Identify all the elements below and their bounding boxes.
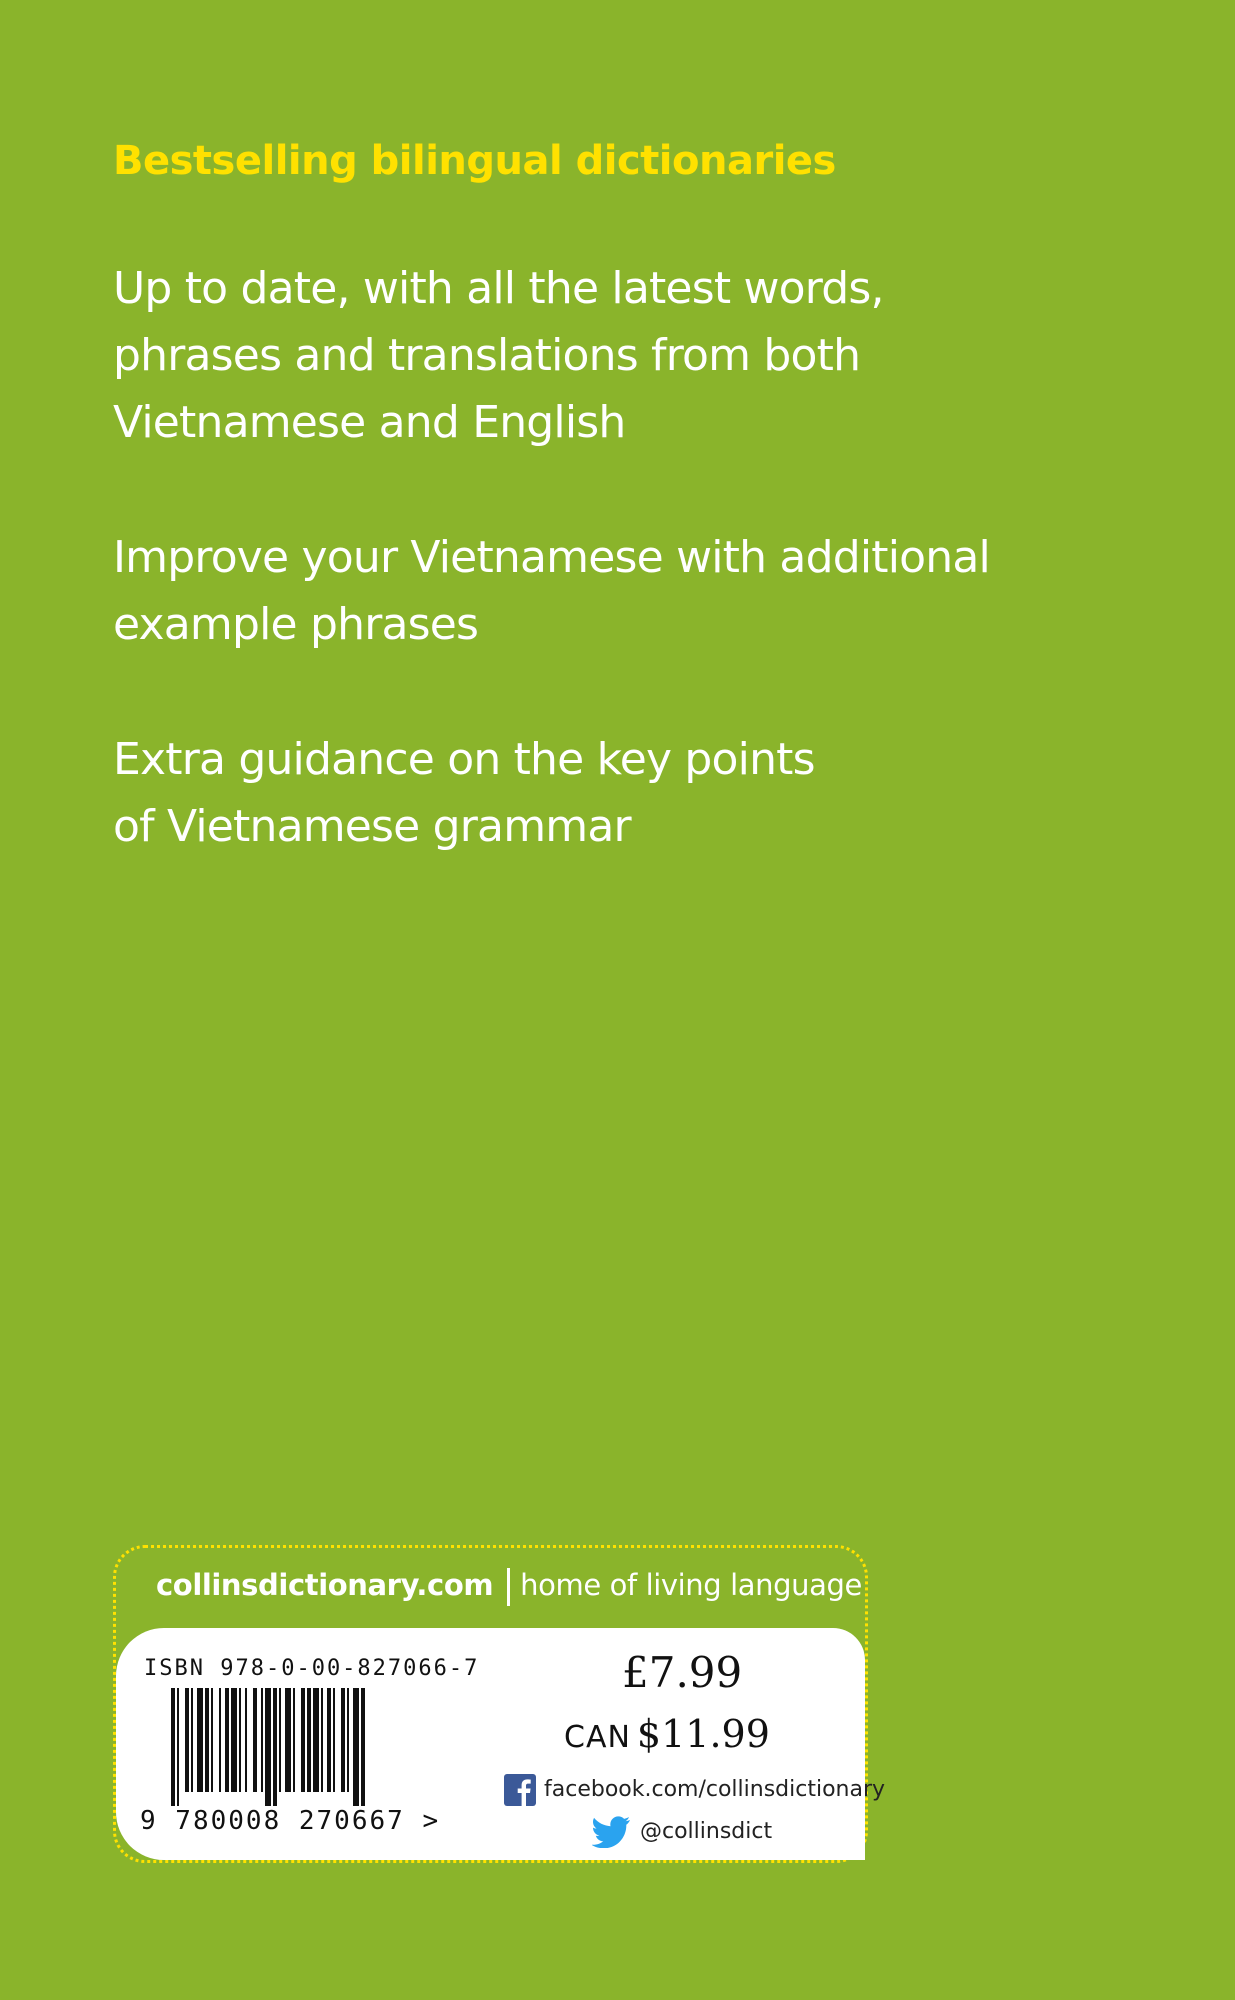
barcode-bar [265,1688,271,1806]
barcode-bar [321,1688,323,1792]
blurb-improve [113,524,990,658]
barcode-bar [177,1688,179,1806]
blurb-up-to-date [113,255,884,456]
barcode-bar [353,1688,359,1806]
blurb-line: Extra guidance on the key points [113,734,815,785]
twitter-icon [592,1816,632,1848]
twitter-handle: @collinsdict [640,1819,773,1844]
blurb-line: of Vietnamese grammar [113,801,631,852]
price-gbp: £7.99 [622,1648,743,1697]
barcode-bar [261,1688,263,1792]
tagline: home of living language [520,1568,862,1602]
site-line [156,1568,862,1606]
barcode [171,1688,471,1806]
barcode-bar [327,1688,331,1792]
barcode-bar [341,1688,345,1792]
barcode-bar [313,1688,319,1792]
info-panel [113,1545,886,1863]
barcode-bar [211,1688,213,1792]
barcode-bar [197,1688,203,1792]
blurb-line: phrases and translations from both [113,330,861,381]
barcode-bar [347,1688,349,1792]
barcode-bar [205,1688,209,1792]
headline: Bestselling bilingual dictionaries [113,138,836,184]
price-can [564,1712,770,1756]
blurb-grammar [113,726,815,860]
twitter-link[interactable] [592,1816,772,1848]
blurb-line: example phrases [113,599,479,650]
barcode-bar [293,1688,295,1792]
barcode-bar [245,1688,247,1792]
barcode-bar [239,1688,241,1792]
barcode-bar [171,1688,175,1806]
blurb-line: Up to date, with all the latest words, [113,263,884,314]
blurb-line: Vietnamese and English [113,397,626,448]
barcode-bar [307,1688,311,1792]
divider [507,1568,510,1606]
barcode-bar [225,1688,229,1792]
facebook-icon [504,1774,536,1806]
site-link[interactable]: collinsdictionary.com [156,1568,494,1602]
barcode-bar [191,1688,193,1792]
blurb-line: Improve your Vietnamese with additional [113,532,990,583]
barcode-digits: 9 780008 270667 > [140,1806,441,1836]
facebook-handle: facebook.com/collinsdictionary [544,1777,886,1802]
barcode-box [116,1628,886,1860]
price-can-amount: $11.99 [636,1712,770,1756]
barcode-bar [219,1688,221,1792]
facebook-link[interactable] [504,1774,885,1806]
barcode-bar [361,1688,365,1806]
isbn: ISBN 978-0-00-827066-7 [144,1656,480,1681]
price-can-currency: CAN [564,1720,631,1755]
barcode-bar [285,1688,291,1792]
barcode-bar [273,1688,277,1806]
barcode-bar [301,1688,305,1792]
barcode-bar [185,1688,189,1792]
barcode-bar [279,1688,281,1792]
barcode-bar [253,1688,257,1792]
barcode-bar [231,1688,237,1792]
barcode-bar [333,1688,335,1792]
